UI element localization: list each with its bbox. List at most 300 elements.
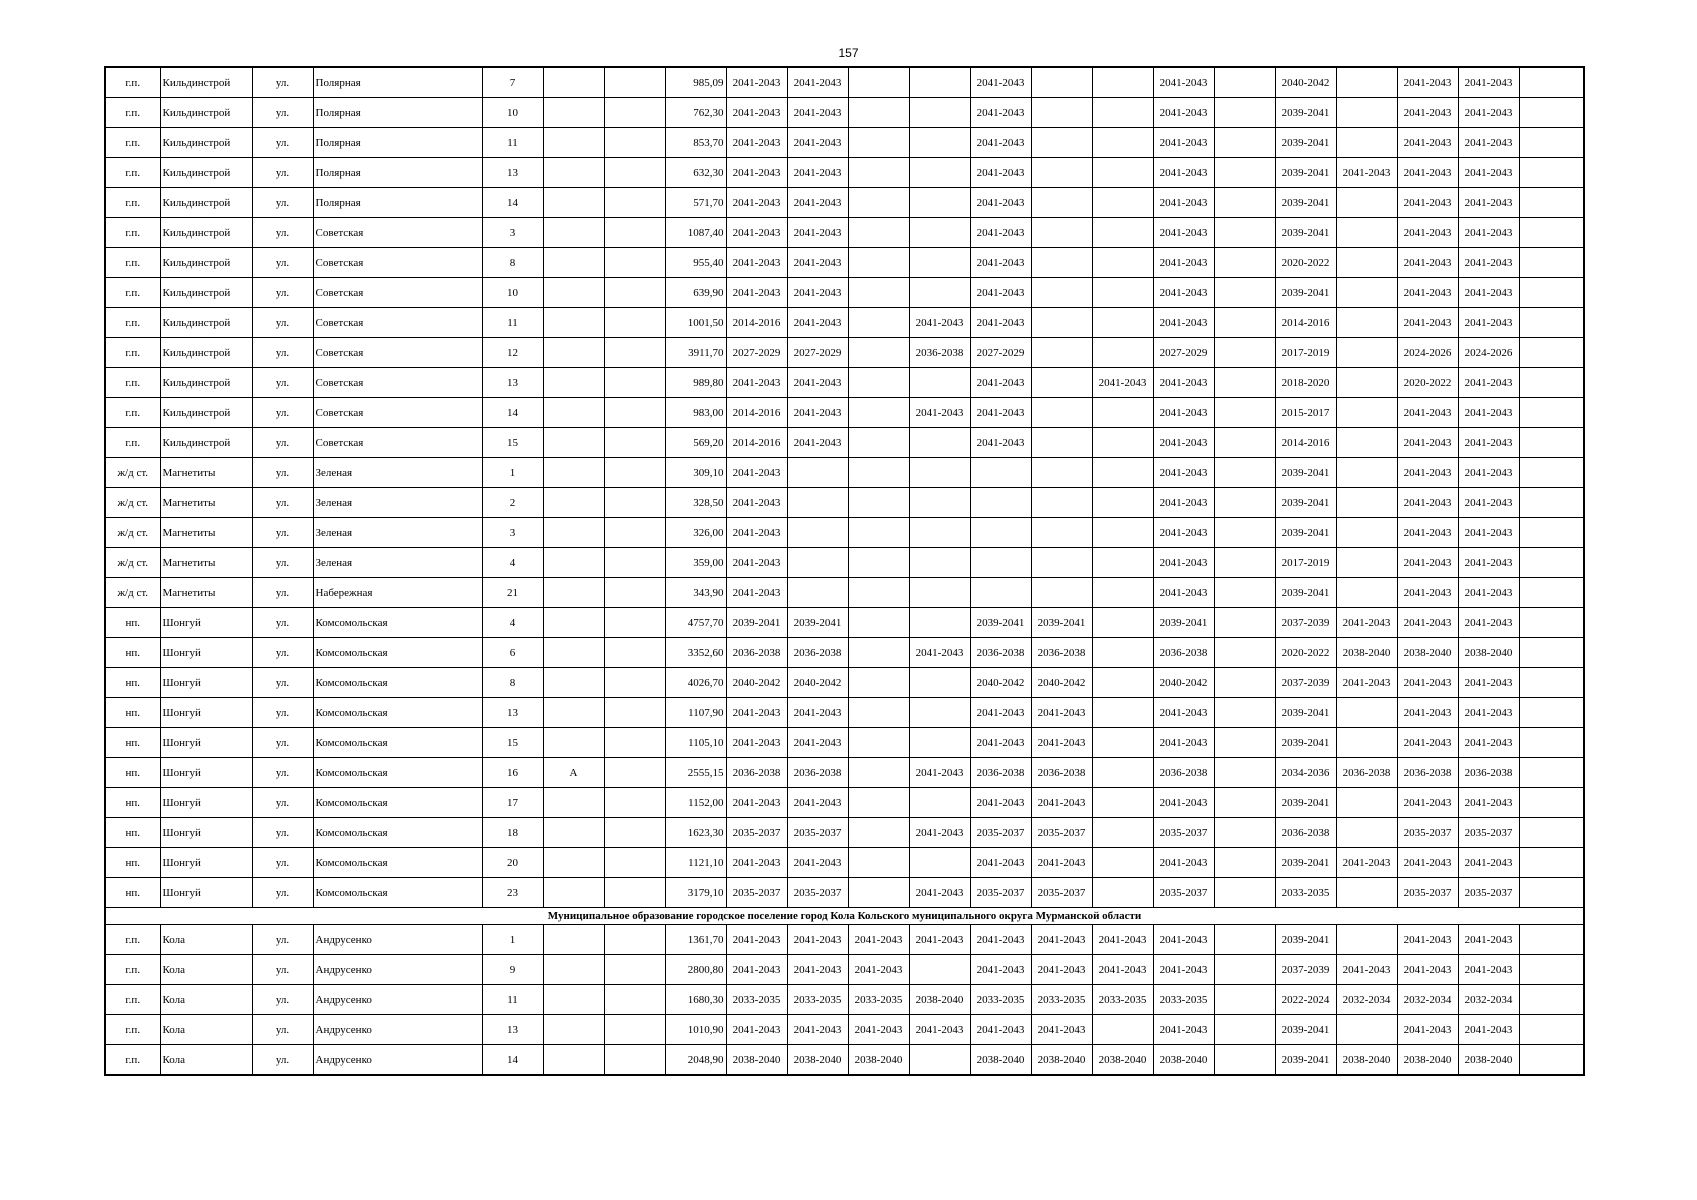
table-cell: 2014-2016: [1275, 308, 1336, 338]
table-cell: 2041-2043: [909, 638, 970, 668]
table-cell: Кильдинстрой: [160, 368, 252, 398]
table-cell: [604, 698, 665, 728]
table-cell: 13: [482, 1015, 543, 1045]
table-cell: 989,80: [665, 368, 726, 398]
table-cell: ул.: [252, 758, 313, 788]
table-cell: 2039-2041: [1275, 188, 1336, 218]
table-cell: 762,30: [665, 98, 726, 128]
table-cell: ж/д ст.: [105, 458, 160, 488]
table-cell: г.п.: [105, 925, 160, 955]
table-cell: 2041-2043: [970, 368, 1031, 398]
table-cell: 2039-2041: [1275, 1045, 1336, 1076]
table-cell: [604, 398, 665, 428]
table-cell: [1519, 955, 1584, 985]
table-cell: 2041-2043: [1458, 668, 1519, 698]
table-cell: [1336, 428, 1397, 458]
table-cell: 2041-2043: [1153, 925, 1214, 955]
table-cell: 955,40: [665, 248, 726, 278]
table-cell: Кола: [160, 985, 252, 1015]
table-cell: 2039-2041: [1275, 488, 1336, 518]
table-cell: ул.: [252, 98, 313, 128]
table-cell: [1336, 98, 1397, 128]
table-cell: [848, 488, 909, 518]
table-cell: [1031, 308, 1092, 338]
table-cell: 2041-2043: [726, 98, 787, 128]
table-cell: 2027-2029: [787, 338, 848, 368]
table-cell: 12: [482, 338, 543, 368]
table-cell: 2039-2041: [1275, 578, 1336, 608]
table-cell: 2041-2043: [1153, 955, 1214, 985]
table-cell: [543, 67, 604, 98]
table-cell: 2041-2043: [1397, 458, 1458, 488]
table-cell: [604, 278, 665, 308]
table-cell: [543, 278, 604, 308]
table-cell: [787, 548, 848, 578]
table-cell: нп.: [105, 698, 160, 728]
table-cell: г.п.: [105, 128, 160, 158]
table-cell: 1087,40: [665, 218, 726, 248]
table-cell: 2039-2041: [1275, 98, 1336, 128]
table-cell: [1214, 398, 1275, 428]
table-cell: 2037-2039: [1275, 608, 1336, 638]
table-cell: Кола: [160, 955, 252, 985]
table-cell: 2035-2037: [1397, 878, 1458, 908]
table-row: [105, 878, 1584, 908]
table-cell: ул.: [252, 985, 313, 1015]
table-cell: нп.: [105, 788, 160, 818]
table-cell: 2041-2043: [848, 925, 909, 955]
table-cell: 2041-2043: [970, 158, 1031, 188]
table-cell: [543, 458, 604, 488]
table-cell: [543, 925, 604, 955]
table-cell: 2041-2043: [1031, 728, 1092, 758]
table-cell: [1214, 818, 1275, 848]
table-cell: [1336, 278, 1397, 308]
table-cell: 2041-2043: [1458, 218, 1519, 248]
table-cell: 2041-2043: [1458, 608, 1519, 638]
table-cell: [1214, 578, 1275, 608]
table-cell: [1336, 458, 1397, 488]
table-cell: г.п.: [105, 338, 160, 368]
table-cell: 2041-2043: [726, 218, 787, 248]
table-cell: 2038-2040: [848, 1045, 909, 1076]
table-cell: 9: [482, 955, 543, 985]
table-cell: ул.: [252, 788, 313, 818]
table-cell: 2041-2043: [909, 308, 970, 338]
table-cell: 2041-2043: [970, 1015, 1031, 1045]
table-cell: 11: [482, 985, 543, 1015]
table-cell: 2041-2043: [970, 788, 1031, 818]
table-cell: Шонгуй: [160, 638, 252, 668]
table-cell: 2041-2043: [1397, 788, 1458, 818]
table-row: [105, 338, 1584, 368]
table-cell: [848, 878, 909, 908]
table-cell: [1092, 458, 1153, 488]
table-cell: 2014-2016: [1275, 428, 1336, 458]
table-cell: [1214, 955, 1275, 985]
table-cell: [970, 488, 1031, 518]
table-cell: Полярная: [313, 128, 482, 158]
table-row: [105, 188, 1584, 218]
table-cell: [1031, 98, 1092, 128]
table-cell: 632,30: [665, 158, 726, 188]
table-cell: 7: [482, 67, 543, 98]
table-cell: ул.: [252, 158, 313, 188]
table-cell: 2041-2043: [1153, 1015, 1214, 1045]
table-cell: 2039-2041: [1275, 128, 1336, 158]
table-cell: [1214, 925, 1275, 955]
table-cell: ул.: [252, 848, 313, 878]
table-cell: 2041-2043: [1458, 548, 1519, 578]
table-cell: 2041-2043: [848, 955, 909, 985]
table-cell: [909, 788, 970, 818]
table-cell: [1092, 67, 1153, 98]
table-cell: 2039-2041: [1275, 925, 1336, 955]
table-row: [105, 608, 1584, 638]
table-cell: [543, 248, 604, 278]
table-cell: Полярная: [313, 188, 482, 218]
table-cell: Кильдинстрой: [160, 98, 252, 128]
table-cell: ул.: [252, 518, 313, 548]
table-cell: 2041-2043: [970, 128, 1031, 158]
table-cell: 2041-2043: [1153, 518, 1214, 548]
table-row: [105, 548, 1584, 578]
section-title: Муниципальное образование городское поселение город Кола Кольского муниципального округа Мурманской области: [105, 908, 1584, 925]
table-cell: [787, 578, 848, 608]
table-cell: [1519, 548, 1584, 578]
table-cell: [604, 428, 665, 458]
table-cell: Кильдинстрой: [160, 428, 252, 458]
table-cell: 2038-2040: [909, 985, 970, 1015]
table-cell: [1214, 338, 1275, 368]
table-cell: 2041-2043: [787, 218, 848, 248]
table-cell: [543, 818, 604, 848]
table-cell: ул.: [252, 878, 313, 908]
table-cell: [848, 518, 909, 548]
table-cell: 1001,50: [665, 308, 726, 338]
table-cell: [909, 98, 970, 128]
table-cell: [543, 98, 604, 128]
table-cell: 2: [482, 488, 543, 518]
table-cell: 2041-2043: [1397, 278, 1458, 308]
table-cell: [604, 758, 665, 788]
table-cell: [604, 218, 665, 248]
table-cell: 983,00: [665, 398, 726, 428]
table-cell: ж/д ст.: [105, 578, 160, 608]
table-cell: 2039-2041: [1275, 158, 1336, 188]
table-cell: 2041-2043: [787, 278, 848, 308]
table-cell: 2039-2041: [1275, 1015, 1336, 1045]
table-cell: [1214, 728, 1275, 758]
table-cell: 3: [482, 218, 543, 248]
table-cell: 2041-2043: [970, 248, 1031, 278]
table-row: [105, 668, 1584, 698]
table-cell: ул.: [252, 955, 313, 985]
table-cell: 2041-2043: [1397, 67, 1458, 98]
table-cell: ул.: [252, 338, 313, 368]
table-cell: 2036-2038: [970, 638, 1031, 668]
table-cell: [604, 638, 665, 668]
table-cell: 2041-2043: [787, 428, 848, 458]
table-cell: [1519, 788, 1584, 818]
table-cell: 2033-2035: [1092, 985, 1153, 1015]
table-cell: [1031, 218, 1092, 248]
table-cell: [1519, 368, 1584, 398]
table-cell: [848, 848, 909, 878]
table-cell: 2041-2043: [1397, 218, 1458, 248]
table-cell: 1: [482, 458, 543, 488]
table-cell: 2036-2038: [1031, 638, 1092, 668]
table-cell: 2041-2043: [1458, 1015, 1519, 1045]
table-cell: 2020-2022: [1275, 638, 1336, 668]
table-cell: ул.: [252, 728, 313, 758]
table-cell: 2041-2043: [970, 278, 1031, 308]
table-cell: 2041-2043: [1397, 668, 1458, 698]
table-cell: 2035-2037: [1397, 818, 1458, 848]
table-cell: 8: [482, 668, 543, 698]
table-cell: 2039-2041: [787, 608, 848, 638]
table-cell: [543, 338, 604, 368]
table-cell: 2036-2038: [1397, 758, 1458, 788]
table-cell: [1519, 98, 1584, 128]
table-cell: [1092, 518, 1153, 548]
table-cell: Шонгуй: [160, 788, 252, 818]
table-row: [105, 638, 1584, 668]
table-row: [105, 818, 1584, 848]
table-cell: ул.: [252, 428, 313, 458]
table-cell: Советская: [313, 368, 482, 398]
table-cell: [543, 158, 604, 188]
table-cell: 2032-2034: [1397, 985, 1458, 1015]
table-cell: [848, 338, 909, 368]
table-cell: Зеленая: [313, 518, 482, 548]
table-cell: 2041-2043: [1153, 578, 1214, 608]
table-cell: 2041-2043: [787, 955, 848, 985]
table-cell: [909, 248, 970, 278]
table-cell: 3911,70: [665, 338, 726, 368]
table-row: [105, 925, 1584, 955]
table-cell: [543, 788, 604, 818]
table-cell: [604, 985, 665, 1015]
table-cell: [604, 548, 665, 578]
table-cell: Полярная: [313, 98, 482, 128]
table-cell: [1519, 818, 1584, 848]
table-cell: 3: [482, 518, 543, 548]
table-cell: 2041-2043: [970, 955, 1031, 985]
table-cell: 326,00: [665, 518, 726, 548]
table-cell: [1336, 368, 1397, 398]
table-cell: Советская: [313, 338, 482, 368]
table-cell: 16: [482, 758, 543, 788]
table-cell: 2041-2043: [1153, 428, 1214, 458]
table-cell: 2041-2043: [1397, 1015, 1458, 1045]
table-cell: 2041-2043: [1153, 398, 1214, 428]
table-cell: [1214, 158, 1275, 188]
table-cell: [604, 925, 665, 955]
table-cell: 2041-2043: [970, 218, 1031, 248]
table-cell: [1092, 608, 1153, 638]
table-cell: [909, 955, 970, 985]
table-cell: [1214, 518, 1275, 548]
table-cell: 2038-2040: [970, 1045, 1031, 1076]
table-cell: 2041-2043: [1336, 668, 1397, 698]
table-cell: [1519, 698, 1584, 728]
table-cell: 2038-2040: [1153, 1045, 1214, 1076]
table-cell: 2041-2043: [1458, 188, 1519, 218]
table-cell: 2040-2042: [726, 668, 787, 698]
table-cell: 2041-2043: [726, 278, 787, 308]
table-cell: 4757,70: [665, 608, 726, 638]
table-cell: 2041-2043: [1031, 698, 1092, 728]
table-cell: [1214, 668, 1275, 698]
table-cell: ул.: [252, 548, 313, 578]
table-cell: [1214, 188, 1275, 218]
table-cell: 2041-2043: [1458, 248, 1519, 278]
table-cell: 2027-2029: [1153, 338, 1214, 368]
table-cell: [1519, 668, 1584, 698]
table-cell: [1214, 368, 1275, 398]
table-cell: Комсомольская: [313, 608, 482, 638]
table-cell: 2041-2043: [1397, 158, 1458, 188]
table-cell: [1519, 608, 1584, 638]
table-cell: ул.: [252, 458, 313, 488]
table-cell: 2041-2043: [726, 128, 787, 158]
table-cell: Кильдинстрой: [160, 338, 252, 368]
table-cell: ул.: [252, 368, 313, 398]
table-cell: 2037-2039: [1275, 668, 1336, 698]
table-cell: 2041-2043: [1336, 158, 1397, 188]
table-cell: [1214, 878, 1275, 908]
table-cell: [848, 308, 909, 338]
table-cell: [543, 698, 604, 728]
table-row: [105, 518, 1584, 548]
table-cell: [1519, 67, 1584, 98]
table-cell: Андрусенко: [313, 925, 482, 955]
table-cell: [1519, 1015, 1584, 1045]
table-cell: 2041-2043: [1153, 158, 1214, 188]
table-cell: [1519, 638, 1584, 668]
table-cell: [909, 67, 970, 98]
table-cell: [604, 338, 665, 368]
table-cell: [1336, 218, 1397, 248]
table-cell: 2039-2041: [1031, 608, 1092, 638]
table-cell: [604, 128, 665, 158]
table-cell: 2035-2037: [1031, 818, 1092, 848]
table-cell: [1214, 67, 1275, 98]
table-cell: [909, 158, 970, 188]
table-cell: [604, 368, 665, 398]
table-cell: 2041-2043: [1458, 428, 1519, 458]
table-cell: 2041-2043: [1092, 925, 1153, 955]
table-cell: 2041-2043: [1397, 188, 1458, 218]
table-cell: [909, 608, 970, 638]
table-cell: [543, 985, 604, 1015]
table-cell: [543, 488, 604, 518]
table-cell: [1092, 188, 1153, 218]
table-cell: [1214, 488, 1275, 518]
table-cell: 1361,70: [665, 925, 726, 955]
table-cell: 2041-2043: [1458, 488, 1519, 518]
table-cell: [1092, 1015, 1153, 1045]
table-cell: [1519, 1045, 1584, 1076]
table-cell: [909, 218, 970, 248]
table-cell: г.п.: [105, 98, 160, 128]
table-cell: 2041-2043: [726, 488, 787, 518]
table-cell: 2041-2043: [1458, 67, 1519, 98]
table-cell: [1336, 188, 1397, 218]
table-cell: 2041-2043: [1397, 398, 1458, 428]
table-cell: 2041-2043: [970, 67, 1031, 98]
table-row: [105, 985, 1584, 1015]
table-cell: [1031, 67, 1092, 98]
table-cell: [543, 398, 604, 428]
table-cell: [1519, 578, 1584, 608]
table-cell: 2032-2034: [1458, 985, 1519, 1015]
table-cell: Зеленая: [313, 488, 482, 518]
table-cell: Комсомольская: [313, 728, 482, 758]
table-cell: [1214, 758, 1275, 788]
table-cell: 2041-2043: [848, 1015, 909, 1045]
page-number: 157: [838, 46, 859, 60]
table-cell: 2041-2043: [726, 955, 787, 985]
table-cell: 6: [482, 638, 543, 668]
table-cell: 2041-2043: [970, 698, 1031, 728]
table-cell: 2041-2043: [1458, 278, 1519, 308]
table-cell: Комсомольская: [313, 848, 482, 878]
table-cell: Магнетиты: [160, 578, 252, 608]
table-cell: г.п.: [105, 158, 160, 188]
table-cell: ул.: [252, 668, 313, 698]
table-cell: 328,50: [665, 488, 726, 518]
table-cell: [1519, 985, 1584, 1015]
table-cell: [1519, 488, 1584, 518]
table-cell: [604, 788, 665, 818]
table-cell: 2034-2036: [1275, 758, 1336, 788]
table-cell: [1519, 308, 1584, 338]
table-cell: [543, 668, 604, 698]
table-cell: 2041-2043: [1458, 308, 1519, 338]
table-cell: г.п.: [105, 428, 160, 458]
table-row: [105, 578, 1584, 608]
table-cell: [543, 518, 604, 548]
table-cell: [1214, 458, 1275, 488]
table-cell: [848, 728, 909, 758]
table-cell: [1031, 548, 1092, 578]
table-cell: [1214, 128, 1275, 158]
table-cell: 2036-2038: [1153, 758, 1214, 788]
table-cell: 853,70: [665, 128, 726, 158]
table-row: [105, 698, 1584, 728]
table-row: [105, 398, 1584, 428]
table-cell: [1336, 128, 1397, 158]
table-cell: [1092, 728, 1153, 758]
table-cell: 2035-2037: [1031, 878, 1092, 908]
table-cell: [1336, 925, 1397, 955]
table-cell: 2041-2043: [787, 368, 848, 398]
table-cell: 639,90: [665, 278, 726, 308]
table-cell: 2041-2043: [1458, 158, 1519, 188]
table-cell: [1092, 758, 1153, 788]
table-cell: [848, 278, 909, 308]
table-cell: 2041-2043: [909, 878, 970, 908]
table-cell: Полярная: [313, 67, 482, 98]
table-cell: 2036-2038: [1031, 758, 1092, 788]
table-cell: 2038-2040: [1397, 1045, 1458, 1076]
table-cell: 2033-2035: [1153, 985, 1214, 1015]
table-cell: 2041-2043: [1153, 128, 1214, 158]
table-cell: Шонгуй: [160, 848, 252, 878]
table-cell: [1031, 248, 1092, 278]
